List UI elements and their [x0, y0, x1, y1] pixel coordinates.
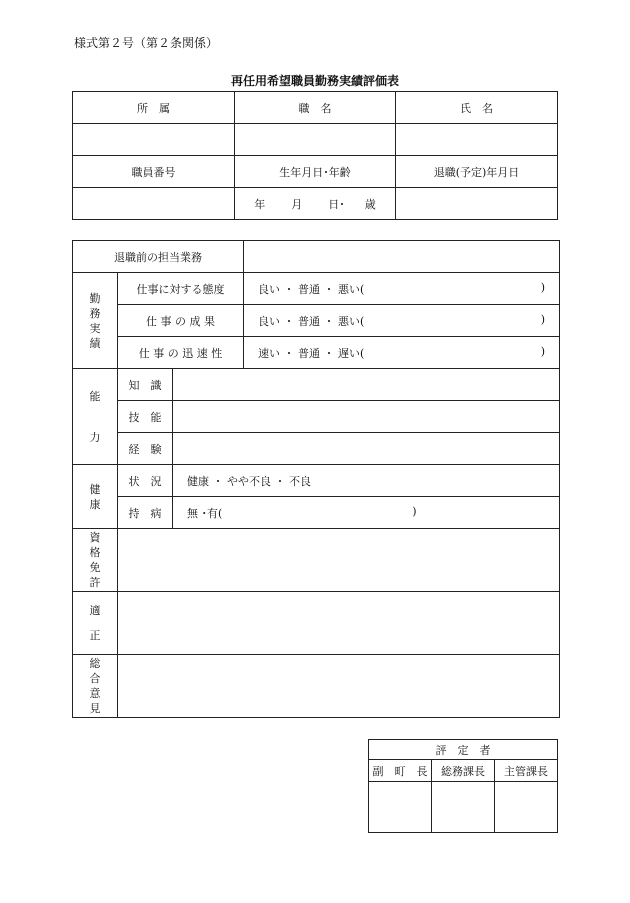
staff-number-field[interactable]	[73, 188, 235, 220]
general-affairs-chief-label: 総務課長	[432, 760, 495, 782]
experience-label: 経 験	[118, 433, 173, 465]
affiliation-header: 所 属	[73, 92, 235, 124]
results-rating[interactable]	[244, 305, 560, 337]
chronic-illness-label: 持 病	[118, 497, 173, 529]
work-record-label	[73, 273, 118, 369]
qualifications-label	[73, 529, 118, 592]
attitude-close: )	[540, 280, 546, 294]
supervising-chief-seal[interactable]	[495, 782, 558, 833]
ability-bottom: 力	[89, 430, 101, 444]
suitability-bottom: 正	[89, 629, 101, 642]
birth-age-header: 生年月日･年齢	[235, 156, 396, 188]
identification-table	[72, 91, 558, 220]
work-record-text: 勤務実績	[89, 291, 101, 350]
results-label: 仕 事 の 成 果	[118, 305, 244, 337]
suitability-field[interactable]	[118, 592, 560, 655]
affiliation-field[interactable]	[73, 124, 235, 156]
ability-label	[73, 369, 118, 465]
position-header: 職 名	[235, 92, 396, 124]
staff-number-header: 職員番号	[73, 156, 235, 188]
evaluation-table	[72, 240, 560, 718]
attitude-rating[interactable]	[244, 273, 560, 305]
supervising-chief-label: 主管課長	[495, 760, 558, 782]
condition-label: 状 況	[118, 465, 173, 497]
year-label: 年	[254, 197, 266, 211]
attitude-options: 良い ・ 普通 ・ 悪い(	[258, 282, 365, 296]
name-header: 氏 名	[396, 92, 558, 124]
results-options: 良い ・ 普通 ・ 悪い(	[258, 314, 365, 328]
condition-options[interactable]: 健康 ・ やや不良 ・ 不良	[173, 465, 560, 497]
qualifications-text: 資格免許	[89, 531, 101, 589]
qualifications-field[interactable]	[118, 529, 560, 592]
suitability-label	[73, 592, 118, 655]
speed-label: 仕 事 の 迅 速 性	[118, 337, 244, 369]
pre-retirement-duty-label: 退職前の担当業務	[73, 241, 244, 273]
speed-close: )	[540, 344, 546, 358]
birth-age-field[interactable]	[235, 188, 396, 220]
overall-opinion-text: 総合意見	[89, 657, 101, 715]
knowledge-field[interactable]	[173, 369, 560, 401]
deputy-mayor-seal[interactable]	[369, 782, 432, 833]
ability-top: 能	[89, 389, 101, 403]
position-field[interactable]	[235, 124, 396, 156]
pre-retirement-duty-field[interactable]	[244, 241, 560, 273]
month-label: 月	[291, 197, 303, 211]
speed-options: 速い ・ 普通 ・ 遅い(	[258, 346, 365, 360]
chronic-options: 無 ･有(	[187, 506, 223, 520]
speed-rating[interactable]	[244, 337, 560, 369]
chronic-close: )	[412, 504, 417, 518]
name-field[interactable]	[396, 124, 558, 156]
overall-opinion-label	[73, 655, 118, 718]
results-close: )	[540, 312, 546, 326]
health-text: 健康	[89, 482, 101, 511]
retirement-date-header: 退職(予定)年月日	[396, 156, 558, 188]
day-label: 日･	[328, 197, 345, 211]
suitability-top: 適	[89, 604, 101, 617]
general-affairs-chief-seal[interactable]	[432, 782, 495, 833]
health-label	[73, 465, 118, 529]
form-title: 再任用希望職員勤務実績評価表	[230, 74, 399, 88]
deputy-mayor-label: 副 町 長	[369, 760, 432, 782]
skill-field[interactable]	[173, 401, 560, 433]
experience-field[interactable]	[173, 433, 560, 465]
skill-label: 技 能	[118, 401, 173, 433]
retirement-date-field[interactable]	[396, 188, 558, 220]
age-label: 歳	[364, 197, 376, 211]
evaluator-header: 評 定 者	[369, 740, 558, 760]
knowledge-label: 知 識	[118, 369, 173, 401]
form-number: 様式第２号（第２条関係）	[74, 36, 219, 50]
chronic-illness-field[interactable]	[173, 497, 560, 529]
overall-opinion-field[interactable]	[118, 655, 560, 718]
attitude-label: 仕事に対する態度	[118, 273, 244, 305]
evaluator-table	[368, 739, 558, 833]
